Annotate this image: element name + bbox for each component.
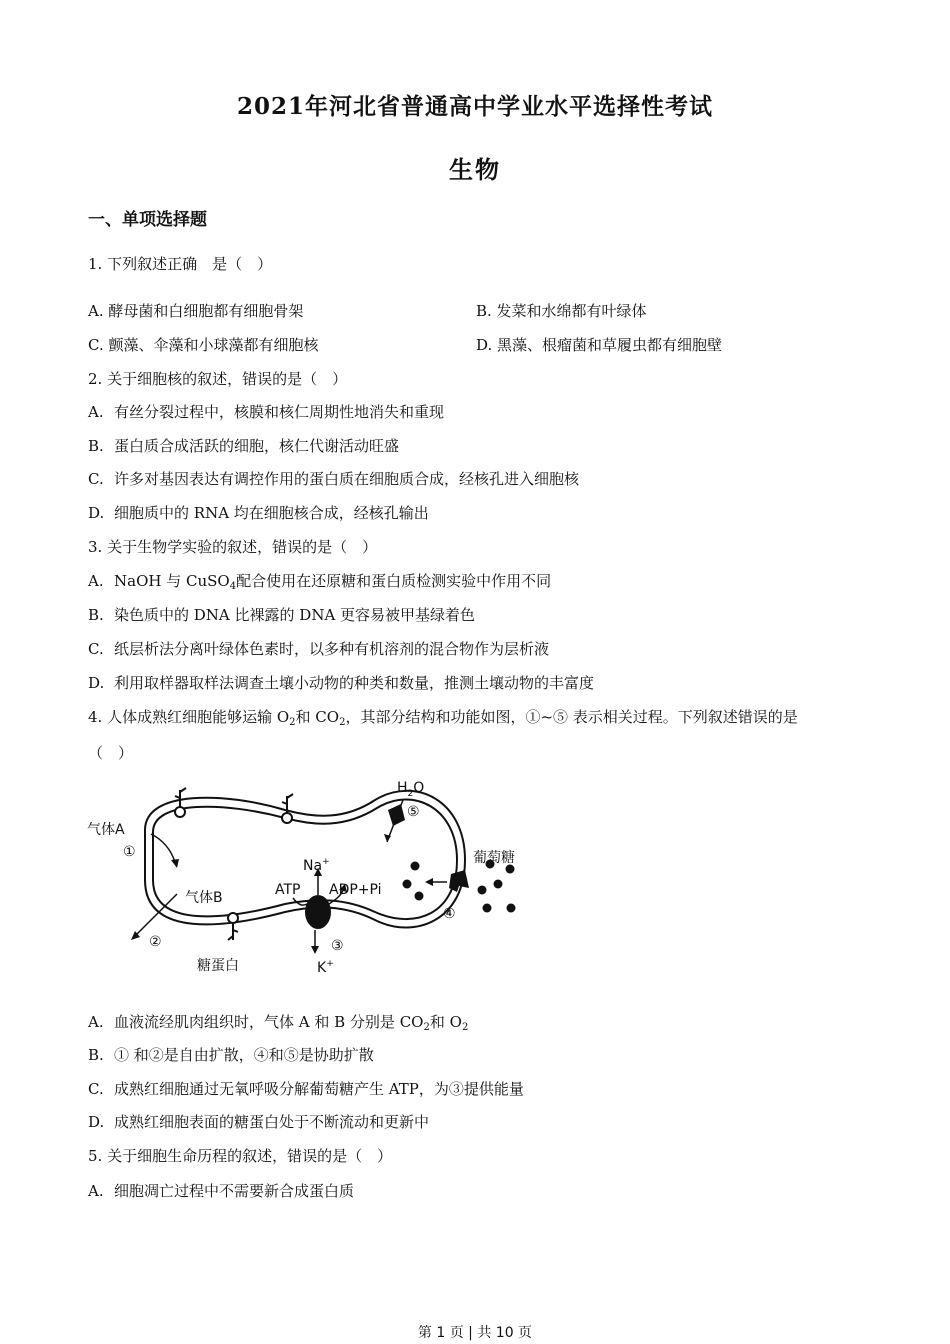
sodium-potassium-pump: [305, 895, 331, 929]
glucose-molecule: [507, 904, 516, 913]
glucose-molecule: [494, 880, 503, 889]
sodium-symbol: Na: [303, 858, 323, 874]
gas-a-arrow: [151, 834, 175, 862]
q5-option-a: [88, 1181, 354, 1201]
q5-stem: 5. 关于细胞生命历程的叙述，错误的是（ ）: [88, 1147, 393, 1165]
sodium-label: [303, 857, 330, 874]
q1-option-b: B. 发菜和水绵都有叶绿体: [476, 302, 647, 320]
q2-stem: 2. 关于细胞核的叙述，错误的是（ ）: [88, 370, 348, 388]
glucose-molecule: [478, 886, 487, 895]
q2-option-b-text: 蛋白质合成活跃的细胞，核仁代谢活动旺盛: [114, 437, 400, 455]
option-label: A.: [88, 1013, 104, 1031]
subscript: 4: [229, 581, 237, 592]
atp-label: ATP: [275, 882, 301, 898]
subscript: 2: [289, 717, 296, 728]
sodium-charge: +: [322, 857, 330, 867]
adp-label: ADP+Pi: [329, 882, 382, 898]
q3-option-a-text: NaOH 与 CuSO: [114, 572, 230, 590]
potassium-symbol: K: [317, 960, 327, 976]
process-4-label: ④: [443, 906, 456, 922]
q3-option-a: [88, 571, 551, 597]
option-label: B.: [88, 437, 104, 455]
q1-option-c: C. 颤藻、伞藻和小球藻都有细胞核: [88, 336, 319, 354]
option-label: A.: [88, 403, 104, 421]
q4-option-a-text-mid: 和 O: [429, 1013, 462, 1031]
option-label: A.: [88, 572, 104, 590]
q3-option-c-text: 纸层析法分离叶绿体色素时，以多种有机溶剂的混合物作为层析液: [114, 640, 550, 658]
q3-option-c: [88, 639, 549, 659]
q3-option-a-text-rest: 配合使用在还原糖和蛋白质检测实验中作用不同: [236, 572, 552, 590]
q4-stem-part: 4. 人体成熟红细胞能够运输 O: [88, 708, 290, 726]
q4-option-d: [88, 1112, 429, 1132]
option-label: A.: [88, 1182, 104, 1200]
water-label: [397, 780, 424, 799]
q4-stem: [88, 707, 798, 733]
process-3-label: ③: [331, 938, 344, 954]
q2-option-c-text: 许多对基因表达有调控作用的蛋白质在细胞质合成，经核孔进入细胞核: [114, 470, 580, 488]
gas-a-label: 气体A: [87, 822, 125, 838]
subject-title: 生物: [449, 155, 501, 184]
subscript: 2: [423, 1022, 430, 1033]
process-2-label: ②: [149, 934, 162, 950]
q2-option-d-text: 细胞质中的 RNA 均在细胞核合成，经核孔输出: [114, 504, 429, 522]
option-label: D.: [88, 674, 105, 692]
section-heading: 一、单项选择题: [88, 210, 207, 230]
glucose-molecule: [403, 880, 412, 889]
q2-option-a-text: 有丝分裂过程中，核膜和核仁周期性地消失和重现: [114, 403, 445, 421]
q4-stem-part: ，其部分结构和功能如图，①~⑤ 表示相关过程。下列叙述错误的是: [345, 708, 798, 726]
option-label: B.: [88, 606, 104, 624]
q1-option-d: D. 黑藻、根瘤菌和草履虫都有细胞壁: [476, 336, 723, 354]
process-1-label: ①: [123, 844, 136, 860]
option-label: D.: [88, 504, 105, 522]
q3-option-d: [88, 673, 594, 693]
glucose-molecule: [415, 892, 424, 901]
glycoprotein-label: 糖蛋白: [197, 958, 239, 974]
q3-option-b: [88, 605, 475, 625]
glucose-molecule: [483, 904, 492, 913]
q4-option-c-text: 成熟红细胞通过无氧呼吸分解葡萄糖产生 ATP，为③提供能量: [114, 1080, 524, 1098]
q2-option-a: [88, 402, 444, 422]
option-label: D.: [88, 1113, 105, 1131]
q3-option-b-text: 染色质中的 DNA 比裸露的 DNA 更容易被甲基绿着色: [114, 606, 476, 624]
glycoprotein-marker: [228, 913, 238, 940]
water-o: O: [413, 780, 425, 796]
q4-stem-part: 和 CO: [295, 708, 340, 726]
q4-bracket: （ ）: [88, 744, 134, 762]
q2-option-d: [88, 503, 429, 523]
glycoprotein-marker: [282, 794, 293, 823]
q2-option-b: [88, 436, 399, 456]
glucose-molecule: [411, 862, 420, 871]
option-label: C.: [88, 470, 104, 488]
option-label: C.: [88, 640, 104, 658]
gas-b-label: 气体B: [185, 890, 223, 906]
q1-stem: 1. 下列叙述正确 是（ ）: [88, 255, 273, 273]
option-label: B.: [88, 1046, 104, 1064]
subscript: 2: [461, 1022, 469, 1033]
page-footer: 第 1 页 | 共 10 页: [417, 1325, 533, 1341]
glucose-carrier-protein: [449, 870, 469, 892]
q4-option-a-text: 血液流经肌肉组织时，气体 A 和 B 分别是 CO: [114, 1013, 424, 1031]
water-h: H: [397, 780, 408, 796]
q4-option-b: [88, 1045, 374, 1065]
q4-option-b-text: ① 和②是自由扩散，④和⑤是协助扩散: [114, 1046, 374, 1064]
q3-option-d-text: 利用取样器取样法调查土壤小动物的种类和数量，推测土壤动物的丰富度: [114, 674, 595, 692]
q3-stem: 3. 关于生物学实验的叙述，错误的是（ ）: [88, 538, 378, 556]
water-subscript: 2: [407, 789, 414, 799]
q4-option-d-text: 成熟红细胞表面的糖蛋白处于不断流动和更新中: [114, 1113, 430, 1131]
subscript: 2: [339, 717, 346, 728]
process-5-label: ⑤: [407, 804, 420, 820]
q2-option-c: [88, 469, 579, 489]
q4-option-a: [88, 1012, 468, 1038]
q4-option-c: [88, 1079, 524, 1099]
potassium-charge: +: [326, 959, 334, 969]
red-blood-cell-diagram: [85, 770, 535, 985]
option-label: C.: [88, 1080, 104, 1098]
glycoprotein-marker: [175, 788, 186, 817]
potassium-label: [317, 959, 334, 976]
glucose-label: 葡萄糖: [473, 850, 515, 866]
exam-title: 2021年河北省普通高中学业水平选择性考试: [236, 93, 713, 120]
q1-option-a: A. 酵母菌和白细胞都有细胞骨架: [88, 302, 304, 320]
gas-b-arrow: [135, 894, 177, 936]
q5-option-a-text: 细胞凋亡过程中不需要新合成蛋白质: [114, 1182, 355, 1200]
